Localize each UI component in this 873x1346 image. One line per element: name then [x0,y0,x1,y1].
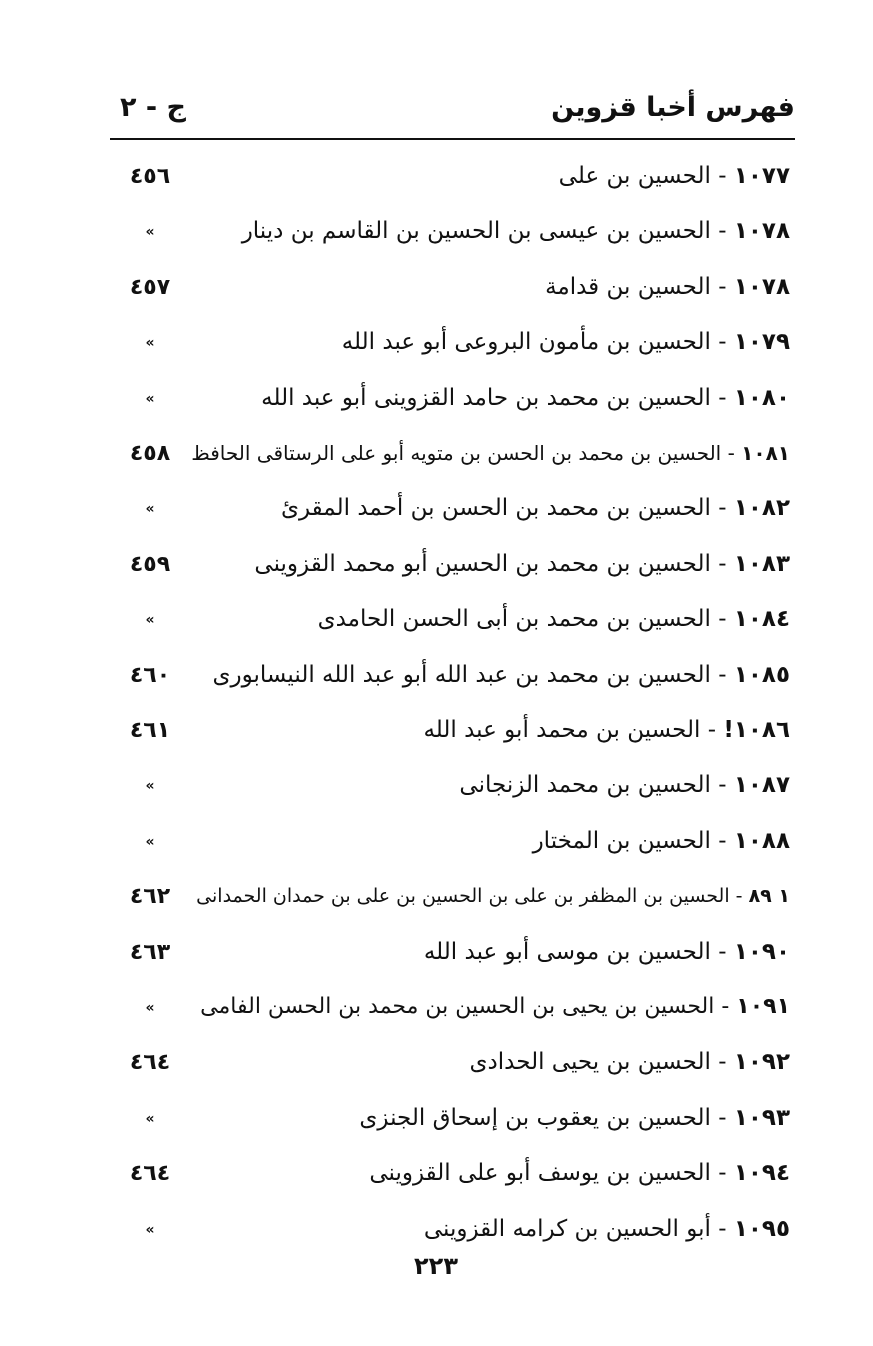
index-entry [120,546,790,586]
index-entry [120,712,790,752]
entry-text [559,158,790,194]
index-entry [120,380,790,420]
entry-text [196,878,790,914]
entry-name: الحسين بن محمد الزنجانى [459,772,711,798]
entry-text [242,213,790,249]
entry-page-number: ٤٦٠ [129,663,171,688]
entry-page-number: ٤٦٤ [129,1161,171,1186]
index-entry [120,767,790,807]
entry-text [423,712,790,748]
index-entry [120,158,790,198]
entry-name: الحسين بن يحيى الحدادى [469,1049,711,1075]
entry-number: ١٠٨٧ [733,772,790,798]
entry-page-number: » [145,335,155,351]
entry-name: الحسين بن قدامة [545,274,711,300]
entry-name: الحسين بن محمد بن عبد الله أبو عبد الله النيسابورى [212,662,711,688]
entry-text [342,324,790,360]
entry-page-number: » [145,834,155,850]
entry-page-number: ٤٥٨ [129,441,171,466]
entry-dash: - [710,385,734,411]
index-entry [120,601,790,641]
entry-text [200,989,790,1025]
entry-dash: - [710,1105,734,1131]
entry-text [533,823,790,859]
entry-number: ١٠٨٣ [733,551,790,577]
entry-dash: - [710,218,734,244]
header-volume: ج - ٢ [120,92,186,123]
entry-page-number: ٤٥٧ [129,275,171,300]
index-entry [120,934,790,974]
index-entry [120,878,790,918]
entry-number: ١٠٧٩ [733,329,790,355]
entry-dash: - [710,551,734,577]
entry-dash: - [710,828,734,854]
entry-page-number: ٤٦١ [129,718,171,743]
entry-dash: - [710,662,734,688]
entry-text [424,934,790,970]
index-entry [120,657,790,697]
entry-name: الحسين بن مأمون البروعى أبو عبد الله [341,329,711,355]
index-entry [120,269,790,309]
entry-number: ١٠٨١ [741,441,790,465]
header-title: فهرس أخبا قزوين [551,92,795,123]
entry-text [359,1100,790,1136]
entry-dash: - [721,441,742,465]
entry-text [470,1044,790,1080]
entry-dash: - [710,1216,734,1242]
footer-page-number: ٢٢٣ [414,1252,458,1280]
entry-text [261,380,790,416]
index-entry [120,435,790,475]
index-entry [120,989,790,1029]
entry-name: الحسين بن يعقوب بن إسحاق الجنزى [359,1105,711,1131]
entry-page-number: » [145,778,155,794]
entry-dash: - [710,772,734,798]
entry-page-number: » [145,612,155,628]
index-entry [120,1100,790,1140]
entry-page-number: ٤٦٣ [129,940,171,965]
entry-page-number: » [145,501,155,517]
entry-dash: - [714,994,737,1019]
entry-text [459,767,790,803]
entry-dash: - [710,163,734,189]
entry-dash: - [729,885,749,907]
entry-number: ١٠٨٨ [733,828,790,854]
entry-number: ١٠٨٦! [723,717,790,743]
entry-dash: - [700,717,724,743]
entry-text [424,1211,790,1247]
entry-number: ١٠٩٢ [733,1049,790,1075]
entry-number: ١٠٩٠ [733,939,790,965]
index-entry [120,1211,790,1251]
entry-name: الحسين بن المظفر بن على بن الحسين بن على بن حمدان الحمدانى [196,885,730,907]
entry-dash: - [710,495,734,521]
entry-number: ١٠٧٧ [733,163,790,189]
entry-page-number: » [145,1000,155,1016]
entry-page-number: » [145,1111,155,1127]
entry-name: الحسين بن على [558,163,711,189]
entry-text [254,546,790,582]
entry-name: الحسين بن يوسف أبو على القزوينى [369,1160,711,1186]
entry-number: ١٠٨٥ [733,662,790,688]
entry-name: الحسين بن محمد بن أبى الحسن الحامدى [317,606,711,632]
entry-number: ١٠٧٨ [733,274,790,300]
entry-name: الحسين بن محمد بن الحسن بن متويه أبو على الرستاقى الحافظ [191,441,722,465]
entry-name: الحسين بن المختار [532,828,711,854]
entry-page-number: ٤٦٢ [129,884,171,909]
entry-number: ١٠٩٣ [733,1105,790,1131]
index-entry [120,1155,790,1195]
entry-page-number: ٤٥٩ [129,552,171,577]
entry-dash: - [710,274,734,300]
entry-text [369,1155,790,1191]
entry-dash: - [710,1049,734,1075]
entry-number: ١٠٩٥ [733,1216,790,1242]
entry-name: الحسين بن موسى أبو عبد الله [423,939,711,965]
entry-dash: - [710,939,734,965]
entry-page-number: » [145,1222,155,1238]
entry-number: ١٠٨٤ [733,606,790,632]
entry-text [545,269,790,305]
entry-number: ١٠٨٢ [733,495,790,521]
entry-name: الحسين بن محمد بن الحسين أبو محمد القزوينى [254,551,711,577]
index-entry [120,490,790,530]
entry-page-number: ٤٦٤ [129,1050,171,1075]
entry-text [318,601,790,637]
entry-dash: - [710,1160,734,1186]
entry-number: ١ ٨٩ [748,885,790,907]
index-entry [120,823,790,863]
entry-dash: - [710,329,734,355]
entry-page-number: ٤٥٦ [129,164,171,189]
entry-page-number: » [145,391,155,407]
entry-name: الحسين بن محمد بن حامد القزوينى أبو عبد الله [261,385,711,411]
entry-name: الحسين بن محمد بن الحسن بن أحمد المقرئ [280,495,711,521]
entry-number: ١٠٧٨ [733,218,790,244]
entry-name: الحسين بن عيسى بن الحسين بن القاسم بن دينار [241,218,711,244]
index-entry [120,1044,790,1084]
entry-number: ١٠٨٠ [733,385,790,411]
entry-name: الحسين بن محمد أبو عبد الله [423,717,701,743]
entry-text [191,435,790,471]
entry-name: الحسين بن يحيى بن الحسين بن محمد بن الحسن الفامى [200,994,715,1019]
entry-page-number: » [145,224,155,240]
index-entry [120,324,790,364]
entry-text [281,490,790,526]
entry-dash: - [710,606,734,632]
index-entry [120,213,790,253]
entry-number: ١٠٩١ [736,994,790,1019]
entry-number: ١٠٩٤ [733,1160,790,1186]
entry-text [213,657,790,693]
entry-name: أبو الحسين بن كرامه القزوينى [423,1216,711,1242]
